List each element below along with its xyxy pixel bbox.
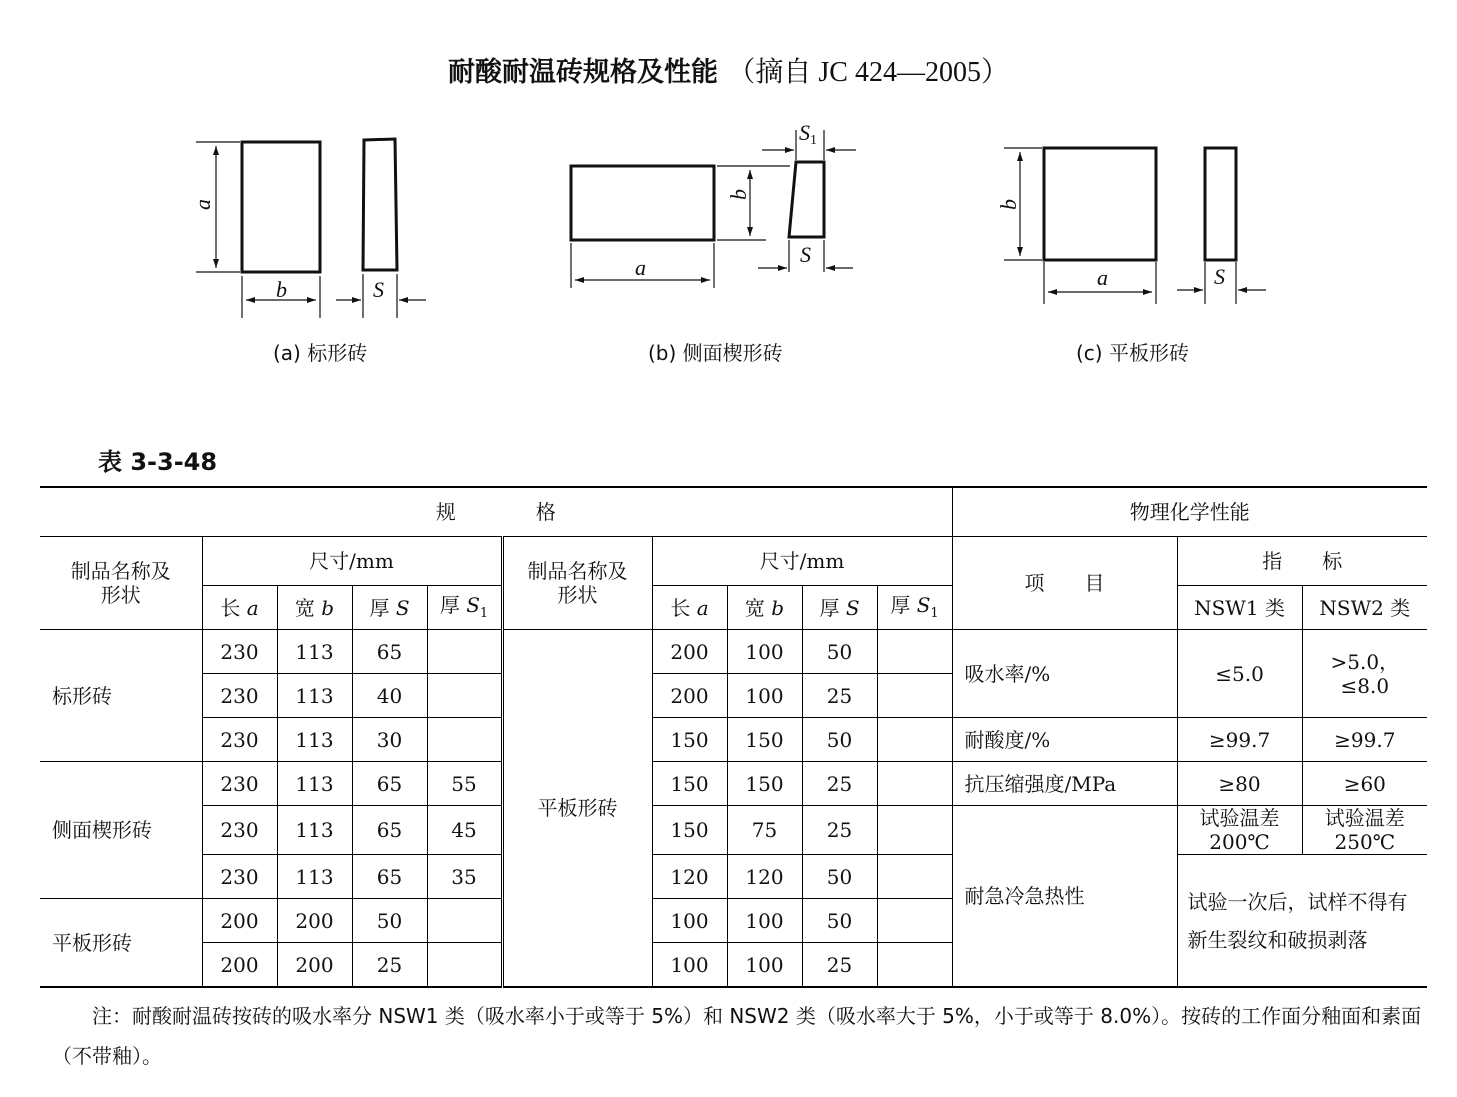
name-header-left: 制品名称及形状: [40, 537, 202, 630]
prop-water-nsw2: >5.0，≤8.0: [1302, 630, 1427, 718]
dim-label-c-thickness: S: [1214, 264, 1225, 289]
cell-thick1: [877, 806, 952, 855]
prop-header: 物理化学性能: [952, 487, 1427, 537]
dim-label-a-height: a: [190, 199, 215, 210]
cell-thick: 25: [802, 762, 877, 806]
dim-label-c-height: b: [996, 199, 1021, 210]
cell-width: 113: [277, 674, 352, 718]
col-thick-right: 厚 S: [802, 586, 877, 630]
cell-thick1: [427, 943, 502, 988]
cell-width: 113: [277, 855, 352, 899]
cell-thick: 65: [352, 630, 427, 674]
dim-label-b-length: a: [635, 255, 646, 280]
col-thick-left: 厚 S: [352, 586, 427, 630]
brick-diagrams: [0, 0, 1457, 420]
prop-water-label: 吸水率/%: [952, 630, 1177, 718]
title-main: 耐酸耐温砖规格及性能: [448, 57, 718, 88]
table-row: [40, 630, 1427, 674]
cell-width: 150: [727, 718, 802, 762]
table-row: [40, 718, 1427, 762]
cell-length: 230: [202, 630, 277, 674]
name-header-right: 制品名称及形状: [502, 537, 652, 630]
spec-header: 规 格: [40, 487, 952, 537]
size-header-left: 尺寸/mm: [202, 537, 502, 586]
spec-table: [40, 486, 1427, 988]
cell-thick1: [427, 899, 502, 943]
prop-strength-nsw1: ≥80: [1177, 762, 1302, 806]
cell-length: 200: [652, 674, 727, 718]
cell-thick1: [427, 630, 502, 674]
prop-water-nsw1: ≤5.0: [1177, 630, 1302, 718]
cell-thick1: [877, 855, 952, 899]
cell-thick: 50: [352, 899, 427, 943]
cell-thick1: [877, 943, 952, 988]
cell-thick1: [877, 718, 952, 762]
cell-length: 150: [652, 762, 727, 806]
cell-length: 150: [652, 718, 727, 762]
cell-thick1: [877, 674, 952, 718]
cell-thick1: [877, 762, 952, 806]
table-row: [40, 762, 1427, 806]
cell-length: 230: [202, 855, 277, 899]
cell-thick1: 55: [427, 762, 502, 806]
cell-thick1: 45: [427, 806, 502, 855]
figure-a-standard-brick: [196, 139, 426, 318]
dim-label-b-bottom: S: [800, 242, 811, 267]
cell-thick: 30: [352, 718, 427, 762]
prop-thermal-nsw2: 试验温差 250℃: [1302, 806, 1427, 855]
cell-length: 200: [202, 943, 277, 988]
cell-thick: 65: [352, 855, 427, 899]
caption-b: (b) 侧面楔形砖: [648, 341, 783, 365]
cell-thick: 25: [802, 943, 877, 988]
caption-a: (a) 标形砖: [273, 341, 368, 365]
index-header: 指 标: [1177, 537, 1427, 586]
cell-width: 113: [277, 718, 352, 762]
dim-label-a-width: b: [276, 277, 287, 302]
cell-thick: 65: [352, 806, 427, 855]
group-name-right: 平板形砖: [502, 630, 652, 988]
table-label: 表 3-3-48: [98, 448, 218, 476]
cell-length: 230: [202, 806, 277, 855]
nsw2-header: NSW2 类: [1302, 586, 1427, 630]
cell-width: 150: [727, 762, 802, 806]
prop-thermal-result: 试验一次后，试样不得有新生裂纹和破损剥落: [1177, 855, 1427, 988]
cell-thick1: [877, 899, 952, 943]
cell-width: 113: [277, 762, 352, 806]
dim-label-b-height: b: [726, 189, 751, 200]
cell-thick: 40: [352, 674, 427, 718]
nsw1-header: NSW1 类: [1177, 586, 1302, 630]
cell-thick: 25: [352, 943, 427, 988]
col-thick1-right: 厚 $S_1$: [877, 586, 952, 630]
prop-acid-nsw2: ≥99.7: [1302, 718, 1427, 762]
cell-width: 200: [277, 943, 352, 988]
dim-label-c-width: a: [1097, 265, 1108, 290]
cell-width: 100: [727, 899, 802, 943]
cell-thick1: [427, 674, 502, 718]
prop-acid-label: 耐酸度/%: [952, 718, 1177, 762]
cell-thick1: 35: [427, 855, 502, 899]
table-note: 注：耐酸耐温砖按砖的吸水率分 NSW1 类（吸水率小于或等于 5%）和 NSW2 类（吸水率大于 5%，小于或等于 8.0%）。按砖的工作面分釉面和素面（不带釉）。: [52, 1004, 1422, 1068]
cell-length: 200: [202, 899, 277, 943]
cell-width: 113: [277, 806, 352, 855]
cell-thick1: [427, 718, 502, 762]
cell-width: 100: [727, 630, 802, 674]
col-thick1-left: 厚 $S_1$: [427, 586, 502, 630]
size-header-right: 尺寸/mm: [652, 537, 952, 586]
cell-width: 100: [727, 674, 802, 718]
col-width-right: 宽 b: [727, 586, 802, 630]
cell-width: 200: [277, 899, 352, 943]
cell-thick: 50: [802, 899, 877, 943]
prop-thermal-nsw1: 试验温差 200℃: [1177, 806, 1302, 855]
cell-width: 100: [727, 943, 802, 988]
table-row: [40, 855, 1427, 899]
cell-length: 200: [652, 630, 727, 674]
dim-label-b-top: S1: [799, 120, 817, 148]
cell-thick: 50: [802, 855, 877, 899]
col-length-right: 长 a: [652, 586, 727, 630]
col-length-left: 长 a: [202, 586, 277, 630]
cell-thick: 65: [352, 762, 427, 806]
prop-strength-nsw2: ≥60: [1302, 762, 1427, 806]
item-header: 项 目: [952, 537, 1177, 630]
cell-thick1: [877, 630, 952, 674]
figure-c-flat-brick: [1004, 148, 1266, 304]
cell-thick: 50: [802, 718, 877, 762]
figure-b-side-wedge-brick: [571, 130, 856, 288]
prop-thermal-label: 耐急冷急热性: [952, 806, 1177, 988]
group-name: 侧面楔形砖: [40, 762, 202, 899]
dim-label-a-thickness: S: [373, 277, 384, 302]
cell-thick: 25: [802, 806, 877, 855]
group-name: 标形砖: [40, 630, 202, 762]
cell-thick: 25: [802, 674, 877, 718]
table-row: [40, 806, 1427, 855]
cell-length: 150: [652, 806, 727, 855]
group-name: 平板形砖: [40, 899, 202, 988]
cell-length: 230: [202, 762, 277, 806]
cell-length: 230: [202, 718, 277, 762]
cell-thick: 50: [802, 630, 877, 674]
prop-acid-nsw1: ≥99.7: [1177, 718, 1302, 762]
cell-width: 120: [727, 855, 802, 899]
cell-length: 120: [652, 855, 727, 899]
cell-length: 100: [652, 943, 727, 988]
col-width-left: 宽 b: [277, 586, 352, 630]
cell-length: 100: [652, 899, 727, 943]
cell-width: 113: [277, 630, 352, 674]
title-source: （摘自 JC 424—2005）: [727, 57, 1009, 88]
cell-length: 230: [202, 674, 277, 718]
caption-c: (c) 平板形砖: [1076, 341, 1189, 365]
prop-strength-label: 抗压缩强度/MPa: [952, 762, 1177, 806]
cell-width: 75: [727, 806, 802, 855]
